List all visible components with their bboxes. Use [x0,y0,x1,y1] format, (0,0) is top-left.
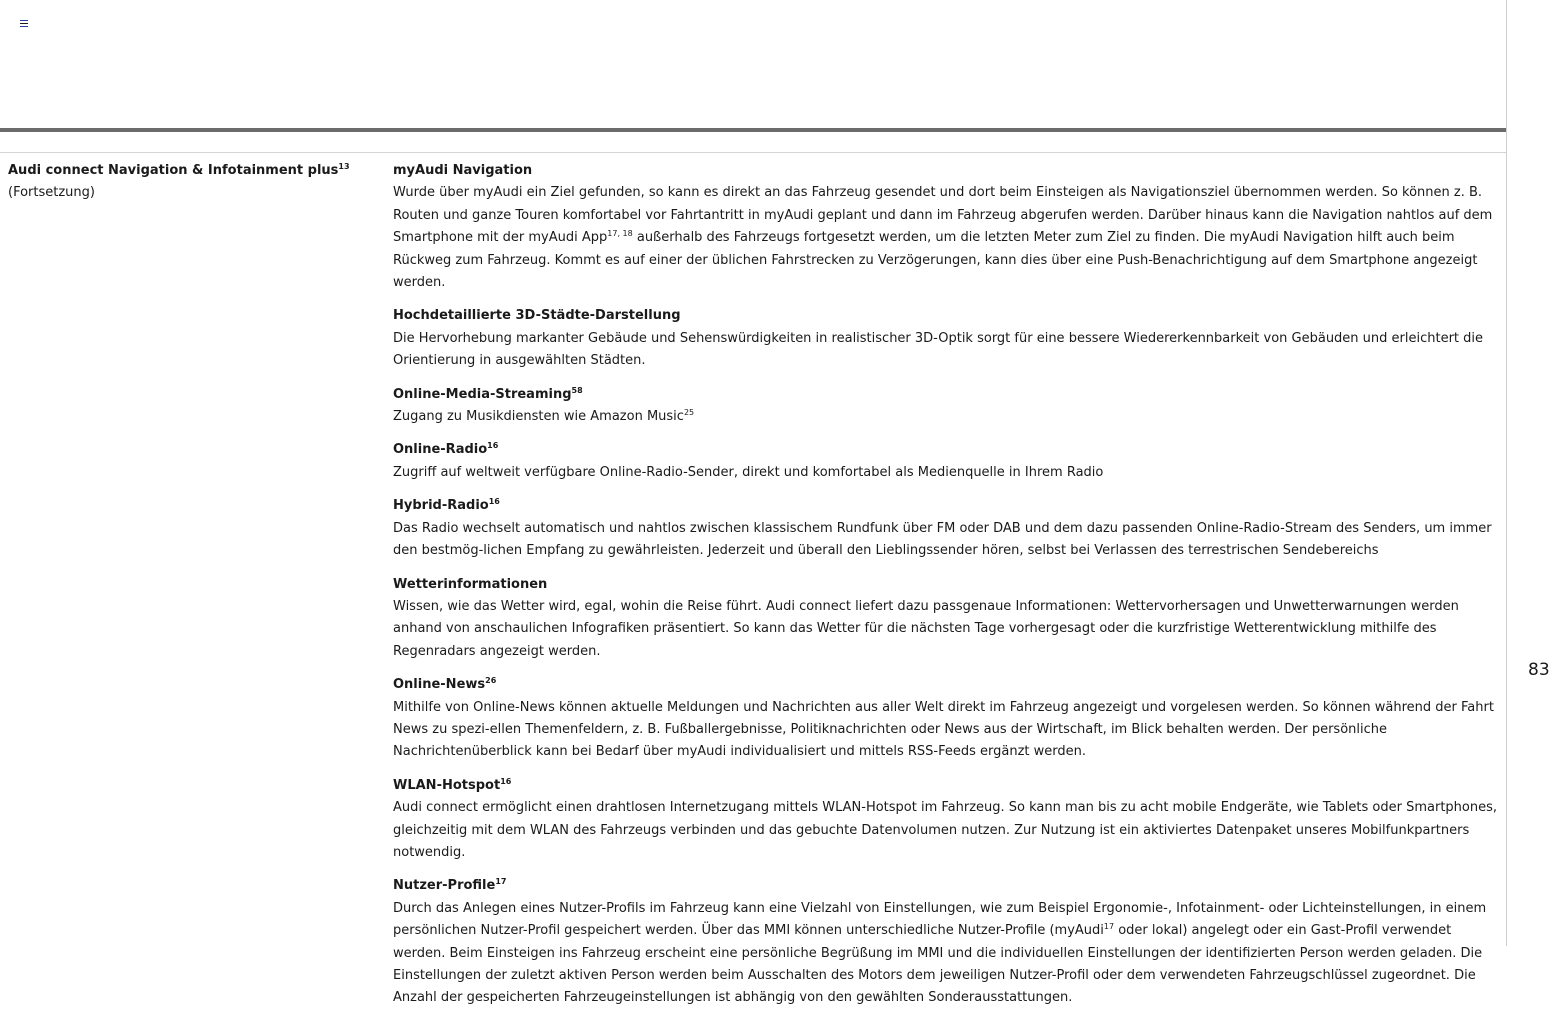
feature-description: Zugang zu Musikdiensten wie Amazon Music$^{25}$ [393,408,695,425]
feature-title: Online-Radio$^{16}$ [393,441,499,458]
category-title: Audi connect Navigation & Infotainment plus$^{13}$ [8,162,350,178]
feature-title: Hybrid-Radio$^{16}$ [393,497,500,514]
feature-section [393,574,1498,664]
category-subtitle: (Fortsetzung) [8,185,95,201]
feature-section [393,305,1498,372]
feature-title: Online-Media-Streaming$^{58}$ [393,385,583,402]
footnote-ref: 17 [495,877,507,887]
footnote-ref: 16 [487,441,499,451]
feature-title: myAudi Navigation [393,163,533,178]
feature-description: Das Radio wechselt automatisch und nahtlos zwischen klassischem Rundfunk über FM oder DAB und dem dazu passenden Online-Radio-Stream des Senders, um immer den bestmög-lichen Empfang zu gewährleisten. Jederzeit und überall den Lieblingssender hören, selbst bei Verlassen des terrestrischen Sendebereichs [393,520,1492,559]
feature-section [393,384,1498,429]
feature-descriptions [393,160,1498,1021]
page-header [0,0,1506,128]
feature-description: Audi connect ermöglicht einen drahtlosen Internetzugang mittels WLAN-Hotspot im Fahrzeug. So kann man bis zu acht mobile Endgeräte, wie Tablets oder Smartphones, gleichzeitig mit dem WLAN des Fahrzeugs verbinden und das gebuchte Datenvolumen nutzen. Zur Nutzung ist ein aktiviertes Datenpaket unseres Mobilfunkpartners notwendig. [393,800,1497,860]
feature-description: Durch das Anlegen eines Nutzer-Profils im Fahrzeug kann eine Vielzahl von Einstellungen, wie zum Beispiel Ergonomie-, Infotainment- oder Lichteinstellungen, in einem persönlichen Nutzer-Profil gespeichert werden. Über das MMI können unterschiedliche Nutzer-Profile (myAudi$^{17}$ oder lokal) angelegt oder ein Gast-Profil verwendet werden. Beim Einsteigen ins Fahrzeug erscheint eine persönliche Begrüßung im MMI und die individuellen Einstellungen der identifizierten Person werden geladen. Die Einstellungen der zuletzt aktiven Person werden beim Ausschalten des Motors dem jeweiligen Nutzer-Profil oder dem verwendeten Fahrzeugschlüssel zugeordnet. Die Anzahl der gespeicherten Fahrzeugeinstellungen ist abhängig von den gewählten Sonderausstattungen. [393,900,1487,1006]
page-right-border [1506,0,1507,946]
feature-section [393,439,1498,484]
flag-icon [20,20,28,27]
feature-section [393,495,1498,562]
footnote-ref: 16 [488,497,500,507]
feature-title: WLAN-Hotspot$^{16}$ [393,776,512,793]
feature-title: Wetterinformationen [393,576,548,592]
feature-section [393,775,1498,865]
feature-description: Mithilfe von Online-News können aktuelle Meldungen und Nachrichten aus aller Welt direkt im Fahrzeug angezeigt und vorgelesen werden. So können während der Fahrt News zu spezi-ellen Themenfeldern, z. B. Fußballergebnisse, Politiknachrichten oder News aus der Wirtschaft, im Blick behalten werden. Der persönliche Nachrichtenüberblick kann bei Bedarf über myAudi individualisiert und mittels RSS-Feeds ergänzt werden. [393,699,1494,760]
feature-section [393,160,1498,294]
page-number: 83 [1528,660,1550,680]
feature-section [393,674,1498,764]
feature-description: Wurde über myAudi ein Ziel gefunden, so kann es direkt an das Fahrzeug gesendet und dort beim Einsteigen als Navigationsziel übernommen werden. So können z. B. Routen und ganze Touren komfortabel vor Fahrtantritt in myAudi geplant und dann im Fahrzeug abgerufen werden. Darüber hinaus kann die Navigation nahtlos auf dem Smartphone mit der myAudi App$^{17, 18}$ außerhalb des Fahrzeugs fortgesetzt werden, um die letzten Meter zum Ziel zu finden. Die myAudi Navigation hilft auch beim Rückweg zum Fahrzeug. Kommt es auf einer der üblichen Fahrstrecken zu Verzögerungen, kann dies über eine Push-Benachrichtigung auf dem Smartphone angezeigt werden. [393,185,1493,291]
header-divider [0,128,1506,132]
feature-description: Die Hervorhebung markanter Gebäude und Sehenswürdigkeiten in realistischer 3D-Optik sorgt für eine bessere Wiedererkennbarkeit von Gebäuden und erleichtert die Orientierung in ausgewählten Städten. [393,330,1484,369]
table-top-rule [0,152,1506,153]
category-footnote-ref: 13 [338,162,350,171]
footnote-ref: 58 [571,385,583,395]
footnote-ref: 25 [683,408,695,418]
feature-title: Nutzer-Profile$^{17}$ [393,877,507,894]
feature-section [393,875,1498,1009]
feature-category [8,160,378,205]
feature-description: Wissen, wie das Wetter wird, egal, wohin die Reise führt. Audi connect liefert dazu passgenaue Informationen: Wettervorhersagen und Unwetterwarnungen werden anhand von anschaulichen Infografiken präsentiert. So kann das Wetter für die nächsten Tage vorhergesagt oder die kurzfristige Wetterentwicklung mithilfe des Regenradars angezeigt werden. [393,598,1459,659]
feature-title: Online-News$^{26}$ [393,676,497,693]
footnote-ref: 17, 18 [607,229,633,239]
footnote-ref: 26 [485,676,497,686]
footnote-ref: 17 [1103,922,1115,932]
footnote-ref: 16 [500,776,512,786]
feature-title: Hochdetaillierte 3D-Städte-Darstellung [393,308,681,324]
feature-description: Zugriff auf weltweit verfügbare Online-Radio-Sender, direkt und komfortabel als Medienquelle in Ihrem Radio [393,464,1104,480]
